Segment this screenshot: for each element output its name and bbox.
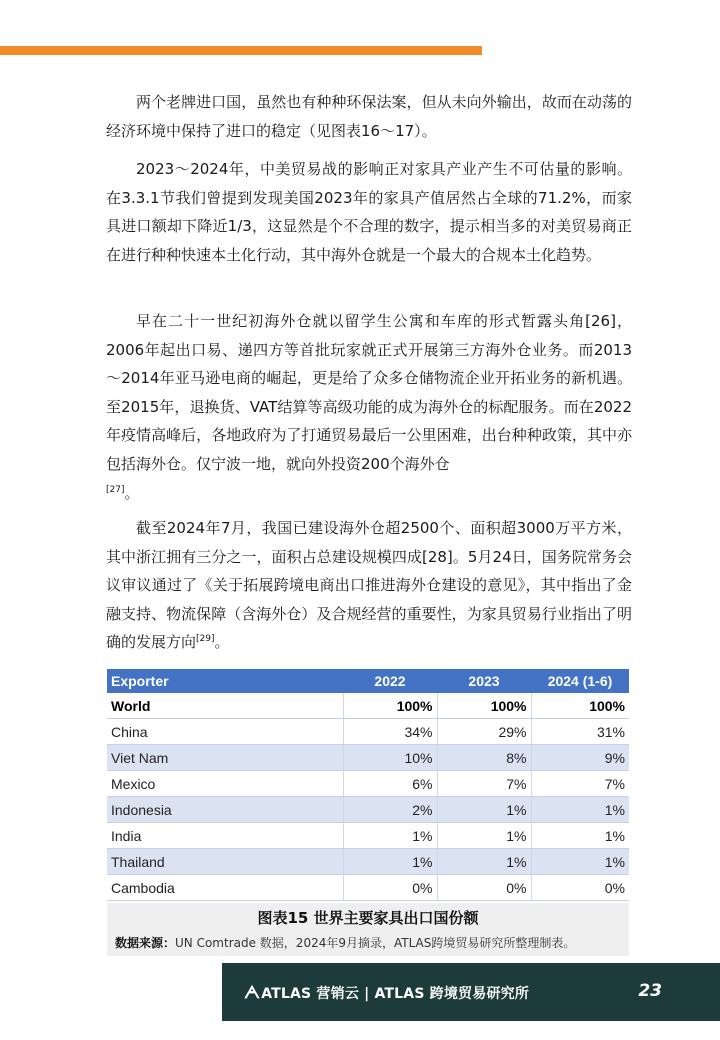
cell-2024: 0% <box>531 875 629 901</box>
body-text-3 <box>106 307 632 507</box>
cell-2023: 100% <box>437 693 531 719</box>
table-row <box>107 693 629 719</box>
cell-2024: 100% <box>531 693 629 719</box>
cell-2024: 31% <box>531 719 629 745</box>
source-label: 数据来源： <box>115 936 176 950</box>
paragraph-4-tail: 。 <box>214 633 230 652</box>
header-2023: 2023 <box>437 669 531 693</box>
paragraph-4 <box>106 514 632 657</box>
cell-2023: 1% <box>437 849 531 875</box>
cell-exporter: Indonesia <box>107 797 343 823</box>
table-row <box>107 719 629 745</box>
cell-exporter: India <box>107 823 343 849</box>
caption-title: 图表15 世界主要家具出口国份额 <box>257 909 479 927</box>
atlas-logo-icon: ᗅ <box>244 983 261 1003</box>
figure-caption <box>107 903 629 956</box>
cell-2024: 1% <box>531 823 629 849</box>
caption-source <box>115 934 575 951</box>
page-footer <box>222 963 720 1021</box>
table-row <box>107 745 629 771</box>
footer-brand <box>244 983 529 1003</box>
body-text <box>106 88 632 145</box>
cell-2023: 0% <box>437 875 531 901</box>
cell-2023: 1% <box>437 823 531 849</box>
header-2022: 2022 <box>343 669 437 693</box>
cell-2022: 2% <box>343 797 437 823</box>
cell-2022: 0% <box>343 875 437 901</box>
cell-2023: 1% <box>437 797 531 823</box>
source-text: UN Comtrade 数据，2024年9月摘录，ATLAS跨境贸易研究所整理制表。 <box>175 936 576 950</box>
page-number: 23 <box>638 981 662 1001</box>
cell-2024: 1% <box>531 797 629 823</box>
cell-2022: 10% <box>343 745 437 771</box>
table-row <box>107 875 629 901</box>
paragraph-4-text: 截至2024年7月，我国已建设海外仓超2500个、面积超3000万平方米，其中浙江拥有三分之一，面积占总建设规模四成[28]。5月24日，国务院常务会议审议通过了《关于拓展跨境电商出口推进海外仓建设的意见》，其中指出了金融支持、物流保障（含海外仓）及合规经营的重要性，为家具贸易行业指出了明确的发展方向 <box>106 519 632 652</box>
table-row <box>107 823 629 849</box>
header-2024: 2024 (1-6) <box>531 669 629 693</box>
cell-2024: 9% <box>531 745 629 771</box>
table-row <box>107 771 629 797</box>
paragraph-1: 两个老牌进口国，虽然也有种种环保法案，但从未向外输出，故而在动荡的经济环境中保持了进口的稳定（见图表16～17）。 <box>106 93 632 140</box>
cell-2022: 1% <box>343 823 437 849</box>
cell-exporter: Mexico <box>107 771 343 797</box>
cell-2024: 1% <box>531 849 629 875</box>
footer-brand-text: ATLAS 营销云 | ATLAS 跨境贸易研究所 <box>261 986 530 1002</box>
table-header-row <box>107 669 629 693</box>
cell-2023: 8% <box>437 745 531 771</box>
cell-exporter: Thailand <box>107 849 343 875</box>
top-accent-bar <box>0 46 482 55</box>
paragraph-3 <box>106 307 632 507</box>
exporter-share-table <box>107 669 629 901</box>
paragraph-2: 2023～2024年，中美贸易战的影响正对家具产业产生不可估量的影响。在3.3.1节我们曾提到发现美国2023年的家具产值居然占全球的71.2%，而家具进口额却下降近1/3，这显然是个不合理的数字，提示相当多的对美贸易商正在进行种种快速本土化行动，其中海外仓就是一个最大的合规本土化趋势。 <box>106 160 632 264</box>
table-row <box>107 797 629 823</box>
cell-exporter: Cambodia <box>107 875 343 901</box>
cell-exporter: Viet Nam <box>107 745 343 771</box>
table-row <box>107 849 629 875</box>
header-exporter: Exporter <box>107 669 343 693</box>
cell-2024: 7% <box>531 771 629 797</box>
paragraph-3-text: 早在二十一世纪初海外仓就以留学生公寓和车库的形式暂露头角[26]，2006年起出口易、递四方等首批玩家就正式开展第三方海外仓业务。而2013～2014年亚马逊电商的崛起，更是给了众多仓储物流企业开拓业务的新机遇。至2015年，退换货、VAT结算等高级功能的成为海外仓的标配服务。而在2022年疫情高峰后，各地政府为了打通贸易最后一公里困难，出台种种政策，其中亦包括海外仓。仅宁波一地，就向外投资200个海外仓 <box>106 312 632 473</box>
citation-ref-27: [27] <box>106 484 125 495</box>
cell-2023: 7% <box>437 771 531 797</box>
citation-ref-29: [29] <box>196 634 215 645</box>
paragraph-3-tail: 。 <box>124 483 140 502</box>
cell-exporter: China <box>107 719 343 745</box>
cell-2022: 1% <box>343 849 437 875</box>
cell-exporter: World <box>107 693 343 719</box>
cell-2022: 100% <box>343 693 437 719</box>
cell-2023: 29% <box>437 719 531 745</box>
body-text-2 <box>106 155 632 269</box>
body-text-4 <box>106 514 632 657</box>
cell-2022: 6% <box>343 771 437 797</box>
cell-2022: 34% <box>343 719 437 745</box>
